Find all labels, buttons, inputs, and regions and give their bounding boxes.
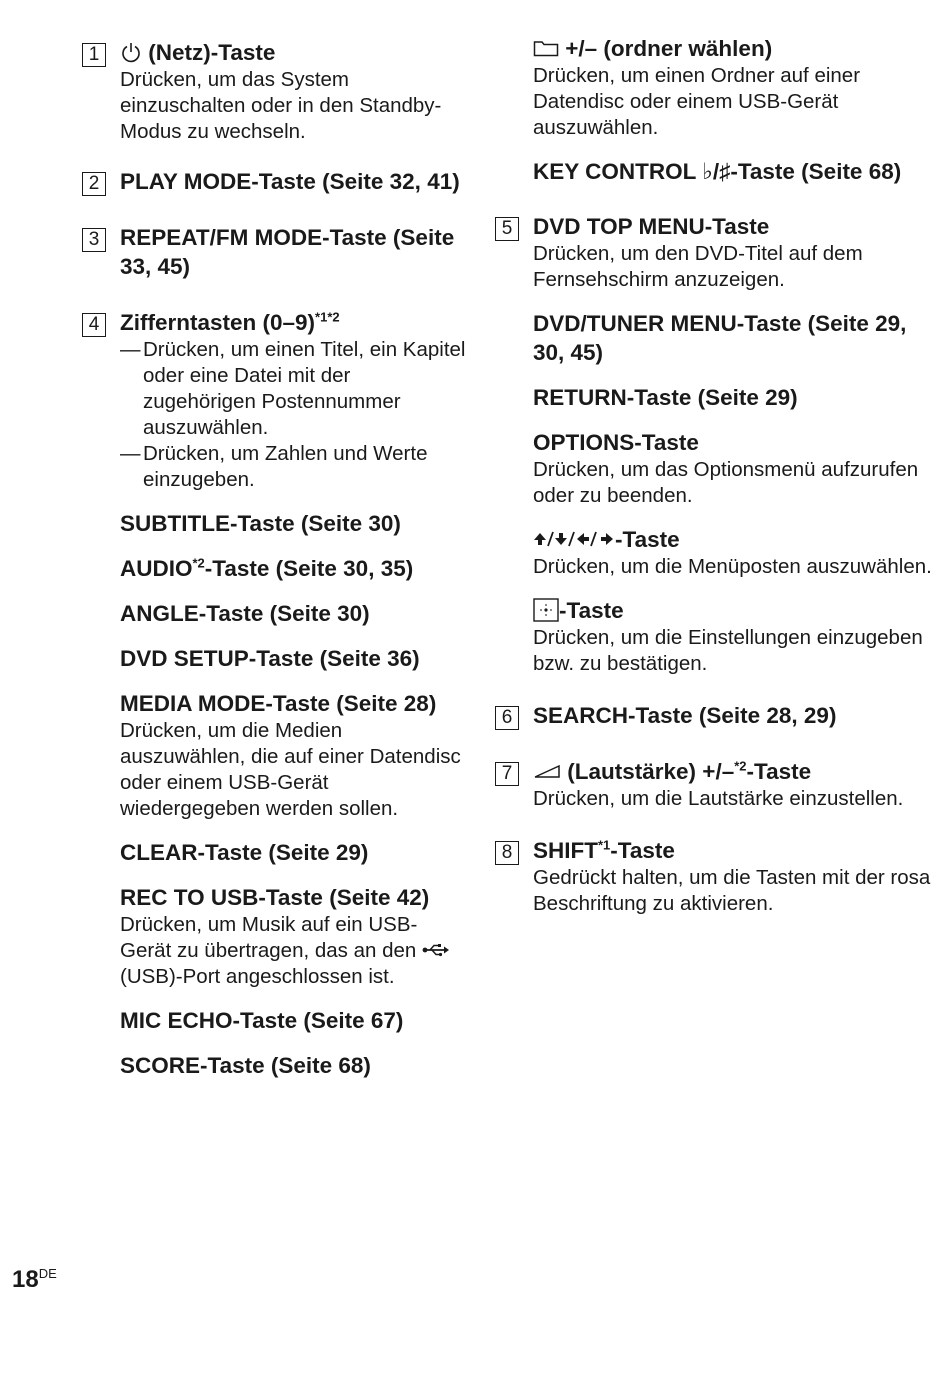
rec-to-usb-desc: Drücken, um Musik auf ein USB-Gerät zu übertragen, das an den (USB)-Port angeschlossen ist. — [120, 912, 467, 990]
right-column — [495, 38, 935, 917]
folder-heading: +/– (ordner wählen) — [533, 34, 935, 63]
power-desc: Drücken, um das System einzuschalten oder in den Standby-Modus zu wechseln. — [120, 68, 442, 143]
list-item: — Drücken, um Zahlen und Werte einzugeben. — [120, 442, 428, 491]
power-heading: (Netz)-Taste — [120, 38, 467, 67]
enter-icon — [533, 598, 559, 622]
item-number-1: 1 — [82, 43, 106, 67]
item-number-8: 8 — [495, 841, 519, 865]
item-3 — [82, 223, 467, 281]
options-desc: Drücken, um das Optionsmenü aufzurufen oder zu beenden. — [533, 458, 919, 507]
item-6 — [495, 701, 935, 730]
score-heading: SCORE-Taste (Seite 68) — [120, 1053, 371, 1078]
rec-to-usb-heading: REC TO USB-Taste (Seite 42) — [120, 885, 430, 910]
item-number-4: 4 — [82, 313, 106, 337]
folder-block — [495, 34, 935, 186]
shift-desc: Gedrückt halten, um die Tasten mit der rosa Beschriftung zu aktivieren. — [533, 866, 931, 915]
item-7 — [495, 757, 935, 812]
volume-heading: (Lautstärke) +/–$^{*2}$-Taste — [533, 757, 935, 786]
media-mode-heading: MEDIA MODE-Taste (Seite 28) — [120, 691, 437, 716]
power-icon — [120, 41, 142, 63]
search-heading: SEARCH-Taste (Seite 28, 29) — [533, 703, 837, 728]
mic-echo-heading: MIC ECHO-Taste (Seite 67) — [120, 1008, 404, 1033]
usb-icon — [422, 943, 450, 957]
angle-heading: ANGLE-Taste (Seite 30) — [120, 601, 370, 626]
tuner-menu-heading: DVD/TUNER MENU-Taste (Seite 29, 30, 45) — [533, 311, 907, 365]
key-control-heading: KEY CONTROL ♭/♯-Taste (Seite 68) — [533, 159, 902, 184]
number-keys-heading: Zifferntasten $(0-9)^{*1*2}$ — [120, 309, 340, 335]
dvd-top-menu-desc: Drücken, um den DVD-Titel auf dem Fernsehschirm anzuzeigen. — [533, 242, 863, 291]
item-1 — [82, 38, 467, 145]
audio-heading: AUDIO$^{*2}$-Taste (Seite 30, 35) — [120, 555, 414, 581]
repeat-heading: REPEAT/FM MODE-Taste (Seite 33, 45) — [120, 225, 455, 279]
item-5 — [495, 212, 935, 677]
item-number-3: 3 — [82, 228, 106, 252]
play-mode-heading: PLAY MODE-Taste (Seite 32, 41) — [120, 169, 460, 194]
item-number-7: 7 — [495, 762, 519, 786]
volume-desc: Drücken, um die Lautstärke einzustellen. — [533, 787, 904, 810]
enter-heading: -Taste — [533, 596, 935, 625]
shift-heading: SHIFT$^{*1}$-Taste — [533, 837, 675, 863]
media-mode-desc: Drücken, um die Medien auszuwählen, die auf einer Datendisc oder einem USB-Gerät wiedergegeben werden sollen. — [120, 719, 461, 820]
left-column — [82, 38, 467, 1080]
folder-desc: Drücken, um einen Ordner auf einer Datendisc oder einem USB-Gerät auszuwählen. — [533, 64, 861, 139]
enter-desc: Drücken, um die Einstellungen einzugeben bzw. zu bestätigen. — [533, 626, 923, 675]
arrows-desc: Drücken, um die Menüposten auszuwählen. — [533, 555, 932, 578]
page-number: 18DE — [12, 1266, 57, 1293]
dvd-top-menu-heading: DVD TOP MENU-Taste — [533, 214, 770, 239]
item-number-6: 6 — [495, 706, 519, 730]
arrow-keys-icon — [533, 529, 615, 549]
item-2 — [82, 167, 467, 196]
item-number-5: 5 — [495, 217, 519, 241]
subtitle-heading: SUBTITLE-Taste (Seite 30) — [120, 511, 401, 536]
flat-sharp-icon: ♭/♯ — [702, 159, 731, 184]
options-heading: OPTIONS-Taste — [533, 430, 699, 455]
language-code: DE — [38, 1266, 57, 1281]
item-number-2: 2 — [82, 172, 106, 196]
list-item: — Drücken, um einen Titel, ein Kapitel oder eine Datei mit der zugehörigen Postennummer auszuwählen. — [120, 338, 466, 439]
arrows-heading: -Taste — [533, 525, 935, 554]
folder-icon — [533, 39, 559, 57]
dash-mark: — — [120, 338, 141, 361]
item-4 — [82, 308, 467, 1080]
item-8 — [495, 836, 935, 917]
dvd-setup-heading: DVD SETUP-Taste (Seite 36) — [120, 646, 420, 671]
clear-heading: CLEAR-Taste (Seite 29) — [120, 840, 369, 865]
return-heading: RETURN-Taste (Seite 29) — [533, 385, 798, 410]
volume-icon — [533, 763, 561, 779]
dash-mark: — — [120, 442, 141, 465]
